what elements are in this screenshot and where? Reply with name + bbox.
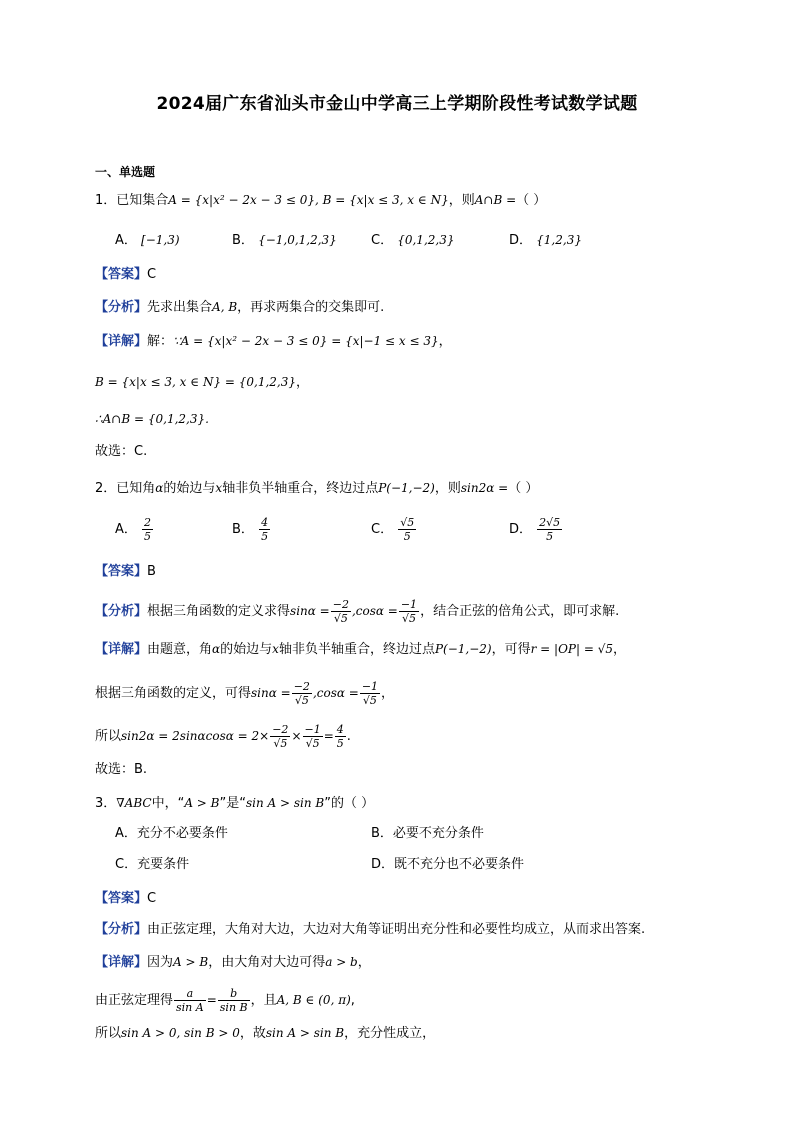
detail-text: ， (357, 955, 371, 970)
frac-num: b (218, 987, 250, 1001)
analysis-text-b: ，结合正弦的倍角公式，即可求解. (420, 604, 620, 619)
q3-option-a (115, 823, 228, 845)
detail-math: sin2α = 2sinαcosα = 2× (121, 729, 270, 743)
sin-lhs: sinα = (290, 604, 330, 618)
q3-stem-text-b: 中，“ (151, 796, 185, 811)
q1-stem-text-c: （ ） (516, 193, 547, 208)
q2-option-a (115, 516, 154, 543)
option-value: 必要不充分条件 (392, 826, 484, 841)
option-label: C． (371, 522, 394, 537)
q1-choose: 故选：C. (95, 444, 148, 459)
detail-text: ，可得 (491, 642, 531, 657)
q3-option-c (115, 854, 189, 876)
frac-num: −2 (293, 680, 310, 693)
detail-text: 的始边与 (220, 642, 273, 657)
frac-num: 4 (261, 516, 269, 529)
q3-stem-text-c: ”是“ (219, 796, 246, 811)
q1-analysis (95, 297, 384, 318)
detail-tag: 【详解】 (95, 642, 148, 657)
q3-stem-text-a: 3． (95, 796, 117, 811)
analysis-tag: 【分析】 (95, 604, 148, 619)
q3-triangle: ∇ABC (116, 796, 152, 810)
cos-fraction (399, 598, 419, 625)
q2-stem-text-d: ，则 (434, 481, 461, 496)
frac-b-over-sinB (218, 987, 250, 1014)
detail-math: sin A > sin B (265, 1026, 345, 1040)
option-fraction (398, 516, 416, 543)
frac-den: sin B (219, 1001, 248, 1014)
q3-detail-line-1 (95, 952, 371, 973)
page-title: 2024届广东省汕头市金山中学高三上学期阶段性考试数学试题 (156, 94, 638, 114)
q1-stem-text-a: 1．已知集合 (95, 193, 169, 208)
answer-tag: 【答案】 (95, 564, 148, 579)
option-label: B． (371, 826, 393, 841)
frac-1 (270, 723, 290, 750)
option-value: 既不充分也不必要条件 (394, 857, 525, 872)
sin-lhs: sinα = (251, 686, 291, 700)
frac-num: 2√5 (539, 516, 561, 529)
option-value: [−1,3) (141, 233, 180, 247)
q1-detail-line-3 (95, 409, 209, 430)
frac-den: 5 (403, 530, 411, 543)
option-label: A． (115, 522, 137, 537)
detail-text: ， (381, 686, 395, 701)
q2-option-c (371, 516, 417, 543)
q3-detail-line-2 (95, 987, 355, 1014)
q2-option-b (232, 516, 271, 543)
q2-sin2a: sin2α = (460, 481, 509, 495)
option-label: C． (371, 233, 394, 248)
frac-den: √5 (362, 694, 377, 707)
frac-den: √5 (273, 737, 288, 750)
q1-option-d (509, 229, 582, 252)
frac-den: 5 (144, 530, 152, 543)
q1-detail-line-2 (95, 372, 309, 393)
sin-fraction (331, 598, 351, 625)
detail-text: 根据三角函数的定义，可得 (95, 686, 252, 701)
q2-stem-text-b: 的始边与 (163, 481, 216, 496)
option-value: {1,2,3} (536, 233, 582, 247)
q2-option-d (509, 516, 563, 543)
q2-detail-line-1 (95, 639, 626, 660)
frac-result (335, 723, 346, 750)
q3-detail-line-3 (95, 1023, 435, 1044)
frac-den: 5 (336, 737, 344, 750)
q1-stem (95, 190, 546, 211)
detail-tag: 【详解】 (95, 334, 148, 349)
frac-num: 4 (336, 723, 344, 736)
times-sign: × (291, 729, 302, 743)
option-value: 充要条件 (137, 857, 190, 872)
q2-alpha: α (155, 481, 164, 495)
option-label: D． (509, 233, 533, 248)
detail-text: ， (613, 642, 627, 657)
option-value: 充分不必要条件 (136, 826, 228, 841)
frac-den: 5 (261, 530, 269, 543)
option-value: {0,1,2,3} (397, 233, 455, 247)
equals-sign: = (323, 729, 334, 743)
q1-answer (95, 265, 156, 285)
q3-cond2: sin A > sin B (245, 796, 325, 810)
frac-den: 5 (546, 530, 554, 543)
option-label: B． (232, 233, 254, 248)
detail-text: 轴非负半轴重合，终边过点 (278, 642, 435, 657)
section-heading: 一、单选题 (95, 165, 156, 179)
detail-x: x (272, 642, 279, 656)
frac-num: a (174, 987, 206, 1001)
option-fraction (142, 516, 153, 543)
q2-detail-line-2 (95, 680, 394, 707)
q2-choose: 故选：B. (95, 762, 148, 777)
q3-option-d (371, 854, 524, 876)
q1-option-a (115, 229, 180, 252)
q2-stem-text-c: 轴非负半轴重合，终边过点 (222, 481, 379, 496)
option-fraction (537, 516, 562, 543)
option-label: A． (115, 826, 137, 841)
q3-stem (95, 793, 374, 814)
frac-den: √5 (401, 612, 416, 625)
detail-text: ， (296, 375, 310, 390)
detail-math: sin A > 0, sin B > 0 (121, 1026, 240, 1040)
detail-math: a > b (325, 955, 358, 969)
detail-text: 由正弦定理得 (95, 993, 174, 1008)
frac-den: √5 (333, 612, 348, 625)
answer-value: B (147, 564, 156, 579)
detail-text: , (350, 993, 355, 1008)
detail-text: 解： (147, 334, 174, 349)
option-label: A． (115, 233, 137, 248)
detail-text: 由题意，角 (147, 642, 213, 657)
q1-stem-math: A = {x|x² − 2x − 3 ≤ 0}, B = {x|x ≤ 3, x ∈ N} (168, 193, 449, 207)
answer-tag: 【答案】 (95, 891, 148, 906)
analysis-tag: 【分析】 (95, 300, 148, 315)
analysis-text: 由正弦定理，大角对大边，大边对大角等证明出充分性和必要性均成立，从而求出答案. (147, 922, 646, 937)
detail-math: B = {x|x ≤ 3, x ∈ N} = {0,1,2,3} (95, 375, 297, 389)
q3-cond1: A > B (184, 796, 220, 810)
option-label: B． (232, 522, 254, 537)
frac-num: −2 (272, 723, 289, 736)
cos-lhs: ,cosα = (351, 604, 398, 618)
detail-math: ∴A∩B = {0,1,2,3}. (95, 412, 209, 426)
frac-num: 2 (144, 516, 152, 529)
option-label: D． (509, 522, 533, 537)
q3-stem-text-d: ”的（ ） (324, 796, 375, 811)
detail-math: ∵A = {x|x² − 2x − 3 ≤ 0} = {x|−1 ≤ x ≤ 3} (173, 334, 439, 348)
frac-num: −1 (361, 680, 379, 693)
q3-analysis (95, 920, 645, 940)
option-label: C． (115, 857, 138, 872)
q3-answer (95, 889, 156, 909)
answer-value: C (147, 267, 157, 282)
detail-r: r = |OP| = √5 (530, 642, 613, 656)
equals-sign: = (206, 993, 217, 1007)
detail-math: A > B (173, 955, 209, 969)
q2-stem-text-e: （ ） (508, 481, 539, 496)
detail-alpha: α (212, 642, 221, 656)
detail-text: ，由大角对大边可得 (208, 955, 326, 970)
frac-den: √5 (294, 694, 309, 707)
frac-num: −1 (304, 723, 321, 736)
detail-point: P(−1,−2) (434, 642, 492, 656)
cos-fraction (360, 680, 380, 707)
analysis-math: A, B (212, 300, 238, 314)
detail-text: 因为 (147, 955, 174, 970)
q1-option-b (232, 229, 337, 252)
q2-detail-line-3 (95, 723, 351, 750)
frac-a-over-sinA (174, 987, 206, 1014)
answer-tag: 【答案】 (95, 267, 148, 282)
q1-stem-text-b: ，则 (448, 193, 475, 208)
q2-analysis (95, 598, 619, 625)
q1-detail-line-1 (95, 331, 452, 352)
detail-text: ，且 (250, 993, 277, 1008)
detail-tag: 【详解】 (95, 955, 148, 970)
analysis-text-a: 先求出集合 (147, 300, 213, 315)
frac-num: √5 (400, 516, 415, 529)
q2-answer (95, 562, 156, 582)
detail-math: A, B ∈ (0, π) (276, 993, 351, 1007)
option-value: {−1,0,1,2,3} (258, 233, 337, 247)
detail-text: 所以 (95, 1026, 122, 1041)
analysis-text-b: ，再求两集合的交集即可. (237, 300, 385, 315)
option-label: D． (371, 857, 395, 872)
option-fraction (259, 516, 270, 543)
cos-lhs: ,cosα = (312, 686, 359, 700)
detail-text: ，故 (239, 1026, 266, 1041)
q2-x: x (215, 481, 223, 495)
q1-option-c (371, 229, 454, 252)
q2-stem (95, 478, 538, 499)
frac-num: −2 (332, 598, 349, 611)
sin-fraction (292, 680, 312, 707)
detail-text: 所以 (95, 729, 122, 744)
analysis-text-a: 根据三角函数的定义求得 (147, 604, 291, 619)
q2-stem-text-a: 2．已知角 (95, 481, 156, 496)
q2-point: P(−1,−2) (378, 481, 435, 495)
frac-num: −1 (400, 598, 418, 611)
period: . (346, 729, 351, 744)
frac-den: √5 (305, 737, 320, 750)
detail-text: ， (438, 334, 452, 349)
frac-den: sin A (176, 1001, 204, 1014)
q1-stem-math2: A∩B = (474, 193, 517, 207)
analysis-tag: 【分析】 (95, 922, 148, 937)
q3-option-b (371, 823, 484, 845)
detail-text: ，充分性成立， (344, 1026, 436, 1041)
answer-value: C (147, 891, 157, 906)
frac-2 (303, 723, 323, 750)
